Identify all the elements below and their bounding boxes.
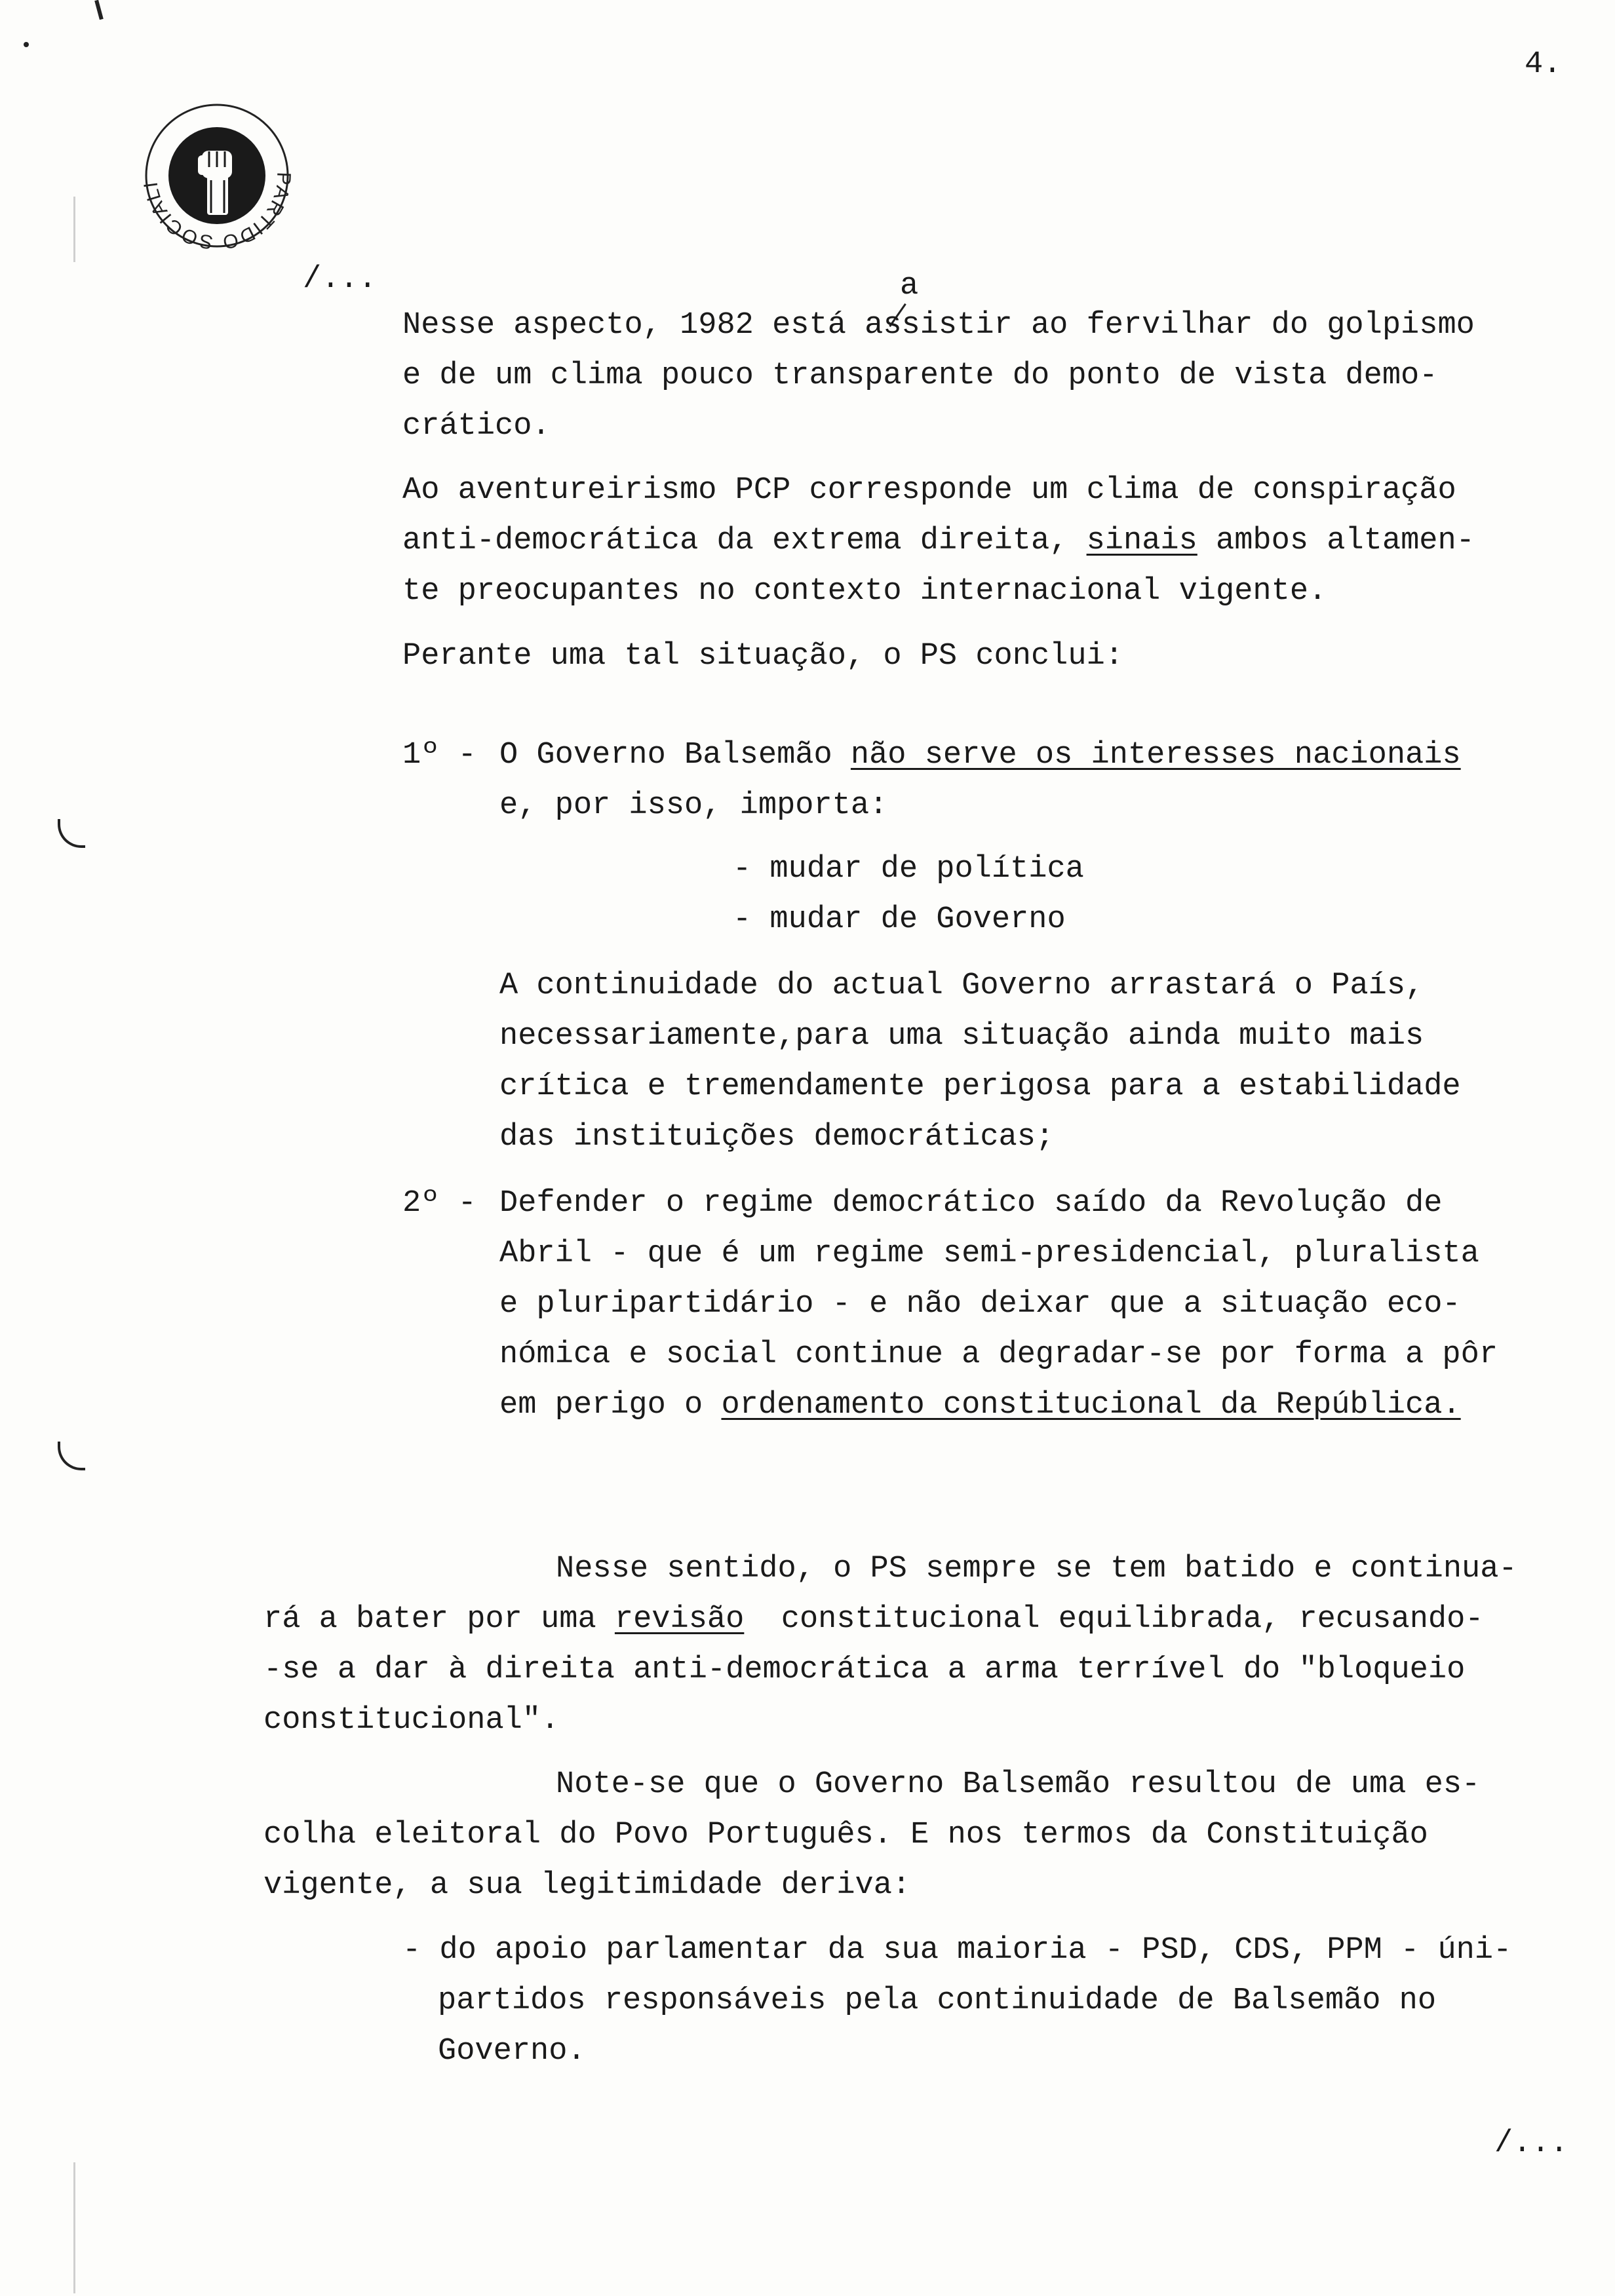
item1-para-line2: necessariamente,para uma situação ainda muito mais xyxy=(499,1019,1424,1054)
insertion-mark: a xyxy=(900,269,919,303)
svg-text:PARTIDO SOCIALISTA: ARTIDO SOCIAL xyxy=(143,183,291,250)
item1-line2: e, por isso, importa: xyxy=(499,788,888,823)
intro-p2-line1: Ao aventureirismo PCP corresponde um clima de conspiração xyxy=(402,473,1456,508)
final-bullet-line3: Governo. xyxy=(438,2034,586,2069)
page-number: 4. xyxy=(1525,47,1562,82)
para3-line1: Nesse sentido, o PS sempre se tem batido e continua- xyxy=(556,1552,1517,1586)
item1-para-line4: das instituições democráticas; xyxy=(499,1120,1055,1155)
item1-bullet1: - mudar de política xyxy=(733,852,1084,887)
continuation-marker-top: /... xyxy=(303,262,377,297)
intro-p2-line3: te preocupantes no contexto internacional vigente. xyxy=(402,574,1327,609)
left-edge-line-top xyxy=(73,197,75,262)
final-bullet-line2: partidos responsáveis pela continuidade de Balsemão no xyxy=(438,1983,1437,2018)
underlined-revisao: revisão xyxy=(614,1602,745,1637)
para3-line4: constitucional". xyxy=(263,1703,560,1738)
margin-bracket-2 xyxy=(58,1442,85,1470)
item2-line2: Abril - que é um regime semi-presidencial, pluralista xyxy=(499,1236,1479,1271)
left-edge-line-bottom xyxy=(73,2162,75,2293)
intro-p1-line3: crático. xyxy=(402,409,551,444)
margin-bracket-1 xyxy=(58,819,85,848)
continuation-marker-bottom: /... xyxy=(1494,2126,1568,2161)
para3-line3: -se a dar à direita anti-democrática a arma terrível do "bloqueio xyxy=(263,1653,1466,1687)
underlined-sinais: sinais xyxy=(1086,524,1197,558)
item2-line1: Defender o regime democrático saído da Revolução de xyxy=(499,1186,1443,1221)
para4-line3: vigente, a sua legitimidade deriva: xyxy=(263,1868,911,1903)
item1-number: 1º - xyxy=(402,738,477,773)
item1-para-line3: crítica e tremendamente perigosa para a estabilidade xyxy=(499,1069,1461,1104)
item2-line5: em perigo o ordenamento constitucional da República. xyxy=(499,1388,1461,1423)
intro-p2-line2: anti-democrática da extrema direita, sinais ambos altamen- xyxy=(402,524,1475,558)
intro-p1-line2: e de um clima pouco transparente do ponto de vista demo- xyxy=(402,358,1438,393)
para3-line2: rá a bater por uma revisão constitucional equilibrada, recusando- xyxy=(263,1602,1484,1637)
item1-bullet2: - mudar de Governo xyxy=(733,902,1066,937)
underlined-ordenamento: ordenamento constitucional da República. xyxy=(721,1388,1461,1423)
item1-para-line1: A continuidade do actual Governo arrastará o País, xyxy=(499,968,1424,1003)
item1-line1: O Governo Balsemão não serve os interesses nacionais xyxy=(499,738,1461,773)
corner-mark xyxy=(94,0,104,20)
intro-p1-line1: Nesse aspecto, 1982 está assistir ao fervilhar do golpismo xyxy=(402,308,1475,343)
final-bullet-line1: - do apoio parlamentar da sua maioria - PSD, CDS, PPM - úni- xyxy=(402,1933,1512,1968)
underlined-interesses: não serve os interesses nacionais xyxy=(850,738,1461,773)
corner-dot xyxy=(24,42,29,47)
para4-line2: colha eleitoral do Povo Português. E nos termos da Constituição xyxy=(263,1818,1428,1852)
party-logo xyxy=(143,102,291,250)
intro-p3: Perante uma tal situação, o PS conclui: xyxy=(402,639,1123,674)
item2-line3: e pluripartidário - e não deixar que a situação eco- xyxy=(499,1287,1461,1322)
para4-line1: Note-se que o Governo Balsemão resultou de uma es- xyxy=(556,1767,1481,1802)
item2-number: 2º - xyxy=(402,1186,477,1221)
item2-line4: nómica e social continue a degradar-se por forma a pôr xyxy=(499,1337,1498,1372)
